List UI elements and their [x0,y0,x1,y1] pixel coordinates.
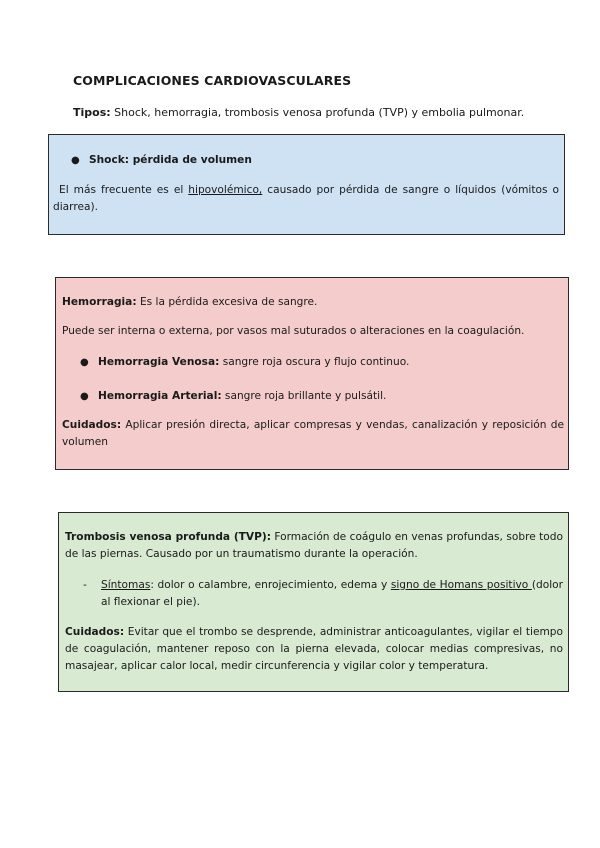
types-text: Shock, hemorragia, trombosis venosa profunda (TVP) y embolia pulmonar. [110,106,525,119]
hemorragia-venosa-text: sangre roja oscura y flujo continuo. [219,356,410,368]
hipovolemico-link-text: hipovolémico, [188,184,263,196]
hemorragia-arterial-item [98,388,386,405]
shock-bullet: ● [71,155,80,166]
hemorragia-arterial-bullet: ● [80,391,89,402]
hemorragia-arterial-label: Hemorragia Arterial: [98,390,222,402]
hemorragia-care [62,417,564,451]
hemorragia-care-label: Cuidados: [62,419,122,431]
hemorragia-venosa-item [98,354,409,371]
shock-heading: Shock: pérdida de volumen [89,154,252,166]
types-label: Tipos: [73,106,111,119]
shock-box [48,134,565,235]
hemorragia-venosa-bullet: ● [80,357,89,368]
tvp-intro-label: Trombosis venosa profunda (TVP): [65,531,271,543]
homans-sign-text: signo de Homans positivo [390,579,532,591]
tvp-intro [65,529,563,563]
tvp-care-text: Evitar que el trombo se desprende, administrar anticoagulantes, vigilar el tiempo de coagulación, mantener reposo con la pierna elevada, colocar medias compresivas, no masajear, aplicar calor local, medir circunferencia y vigilar color y temperatura. [65,626,563,672]
hemorragia-intro-label: Hemorragia: [62,296,137,308]
hemorragia-intro-text: Es la pérdida excesiva de sangre. [136,296,318,308]
page-title: COMPLICACIONES CARDIOVASCULARES [73,73,352,88]
types-line [73,106,524,119]
tvp-symptoms-text2: (dolor al flexionar el pie). [101,579,563,608]
hemorragia-line2: Puede ser interna o externa, por vasos mal suturados o alteraciones en la coagulación. [62,325,525,337]
shock-text-after: causado por pérdida de sangre o líquidos (vómitos o diarrea). [53,184,559,213]
tvp-symptoms-label: Síntomas [101,579,151,591]
tvp-box [58,512,569,692]
hemorragia-box [55,277,569,470]
tvp-dash: - [83,579,87,591]
hemorragia-venosa-label: Hemorragia Venosa: [98,356,220,368]
shock-text [53,182,559,216]
tvp-care [65,624,563,675]
tvp-intro-text: Formación de coágulo en venas profundas, sobre todo de las piernas. Causado por un traumatismo durante la operación. [65,531,563,560]
tvp-care-label: Cuidados: [65,626,125,638]
shock-text-before: El más frecuente es el [59,184,189,196]
tvp-symptoms-text1: : dolor o calambre, enrojecimiento, edema y [150,579,391,591]
tvp-symptoms [101,577,563,611]
hemorragia-care-text: Aplicar presión directa, aplicar compresas y vendas, canalización y reposición de volumen [62,419,564,448]
hemorragia-intro [62,294,317,311]
hemorragia-arterial-text: sangre roja brillante y pulsátil. [221,390,387,402]
